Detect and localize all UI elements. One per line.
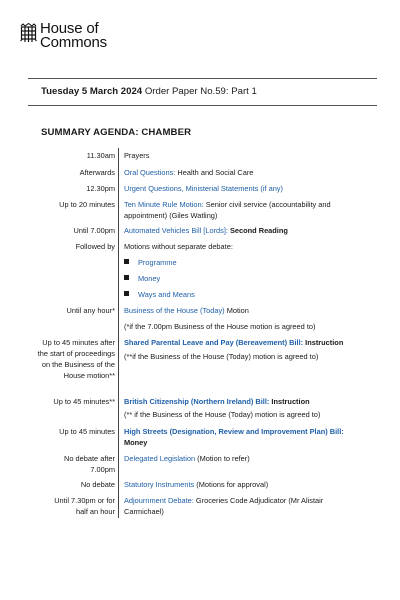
agenda-item-link[interactable]: Business of the House (Today) [124, 306, 225, 315]
agenda-item-stage: Money [124, 438, 148, 447]
agenda-item-link[interactable]: Statutory Instruments [124, 480, 195, 489]
agenda-item [124, 167, 354, 178]
square-bullet-icon [124, 259, 129, 264]
agenda-item-link[interactable]: Urgent Questions, Ministerial Statements (if any) [124, 184, 283, 193]
agenda-time: Up to 20 minutes [59, 200, 115, 209]
agenda-item-link[interactable]: High Streets (Designation, Review and Improvement Plan) Bill: [124, 427, 344, 436]
motion-bullet-item [124, 289, 354, 300]
section-heading: SUMMARY AGENDA: CHAMBER [41, 127, 192, 138]
agenda-item-text: Senior civil service (accountability and appointment) (Giles Watling) [124, 200, 331, 220]
agenda-item [124, 453, 354, 464]
agenda-time: Until 7.00pm [73, 226, 115, 235]
agenda-item [124, 183, 354, 194]
agenda-item-text: (Motion to refer) [195, 454, 250, 463]
agenda-time: Until 7.30pm or for half an hour [54, 496, 115, 516]
agenda-item-link[interactable]: Ten Minute Rule Motion: [124, 200, 204, 209]
logo-text [40, 22, 107, 50]
agenda-item-text: Prayers [124, 151, 150, 160]
agenda-item-text: Health and Social Care [175, 168, 254, 177]
agenda-item [124, 479, 354, 490]
agenda-time: Up to 45 minutes after the start of proceedings on the Business of the House motion** [37, 338, 115, 380]
agenda-item [124, 337, 354, 348]
agenda-item-note: (*if the 7.00pm Business of the House motion is agreed to) [124, 322, 316, 331]
agenda-time: No debate after 7.00pm [64, 454, 115, 474]
agenda-time: Until any hour* [66, 306, 115, 315]
title-bottom-rule [28, 105, 377, 106]
order-paper-number: Order Paper No.59: Part 1 [144, 86, 257, 97]
logo-line1: House of [40, 20, 99, 37]
agenda-item-note: (**if the Business of the House (Today) motion is agreed to) [124, 352, 319, 361]
motion-link[interactable]: Ways and Means [138, 290, 195, 299]
agenda-item [124, 426, 350, 448]
agenda-item-stage: Instruction [269, 397, 310, 406]
title-top-rule [28, 78, 377, 79]
agenda-item-text: (Motions for approval) [194, 480, 269, 489]
agenda-item [124, 495, 346, 517]
agenda-item-stage: Instruction [303, 338, 344, 347]
portcullis-icon [20, 23, 37, 43]
agenda-time: Followed by [75, 242, 115, 251]
agenda-item-text: Motions without separate debate: [124, 242, 233, 251]
order-paper-date: Tuesday 5 March 2024 [41, 86, 143, 97]
square-bullet-icon [124, 291, 129, 296]
agenda-item-link[interactable]: Automated Vehicles Bill [Lords]: [124, 226, 228, 235]
agenda-item [124, 199, 350, 221]
agenda-item-note: (** if the Business of the House (Today) motion is agreed to) [124, 410, 321, 419]
motion-link[interactable]: Money [138, 274, 161, 283]
logo-line2: Commons [40, 34, 107, 51]
agenda-time: No debate [80, 480, 115, 489]
agenda-item [124, 150, 354, 161]
motion-link[interactable]: Programme [138, 258, 177, 267]
agenda-item [124, 396, 354, 407]
agenda-item [124, 225, 354, 236]
agenda-item-stage: Second Reading [227, 226, 288, 235]
agenda-time: Afterwards [79, 168, 115, 177]
agenda-time: 11.30am [86, 151, 115, 160]
page-title [41, 86, 257, 97]
agenda-item-text: Motion [224, 306, 249, 315]
agenda-time: Up to 45 minutes** [53, 397, 115, 406]
agenda-item [124, 241, 354, 252]
motion-bullet-item [124, 257, 354, 268]
motion-bullet-item [124, 273, 354, 284]
agenda-item-link[interactable]: Shared Parental Leave and Pay (Bereavement) Bill: [124, 338, 304, 347]
agenda-item [124, 305, 354, 316]
agenda-item-link[interactable]: British Citizenship (Northern Ireland) Bill: [124, 397, 270, 406]
square-bullet-icon [124, 275, 129, 280]
column-divider [118, 148, 119, 518]
agenda-item-link[interactable]: Adjournment Debate: [124, 496, 194, 505]
agenda-time: Up to 45 minutes [59, 427, 115, 436]
agenda-item-link[interactable]: Oral Questions: [124, 168, 176, 177]
agenda-item-link[interactable]: Delegated Legislation [124, 454, 196, 463]
house-of-commons-logo [20, 22, 107, 50]
agenda-item-text: Groceries Code Adjudicator (Mr Alistair Carmichael) [124, 496, 324, 516]
agenda-time: 12.30pm [86, 184, 115, 193]
